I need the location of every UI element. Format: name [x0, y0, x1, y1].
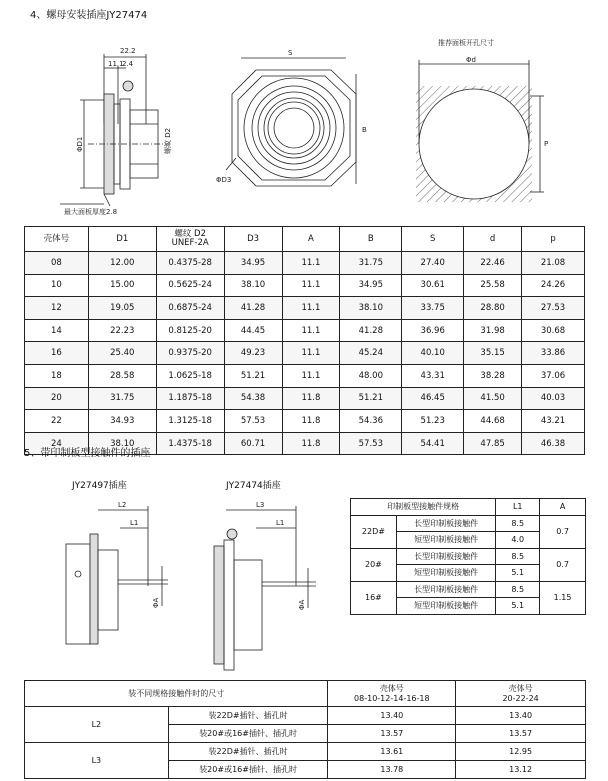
table-cell: 08 [25, 252, 89, 275]
table-row [25, 252, 585, 275]
shell-title: 壳体号 [379, 683, 404, 693]
table-cell: 38.10 [88, 432, 156, 455]
table-row [351, 515, 586, 532]
shell-sizes: 08-10-12-14-16-18 [354, 693, 430, 703]
table-cell: 34.93 [88, 410, 156, 433]
table-cell: 13.61 [328, 743, 456, 761]
shell-spec-table [24, 226, 585, 455]
table-row [25, 743, 586, 761]
dim-11-1: 11.1 [108, 60, 124, 68]
table-cell: 装20#或16#插针、插孔时 [168, 761, 328, 779]
p-label: P [544, 140, 549, 148]
table-cell: 48.00 [340, 364, 402, 387]
table-cell: 27.40 [402, 252, 464, 275]
pcb-contact-table [350, 498, 586, 615]
table-cell: 装22D#插针、插孔时 [168, 743, 328, 761]
max-panel-label: 最大面板厚度2.8 [64, 208, 118, 216]
table-cell: 24.26 [522, 274, 585, 297]
dim-s: S [288, 49, 293, 57]
jy27474-drawing [196, 496, 326, 672]
table-cell: 11.1 [282, 364, 340, 387]
table-cell: 25.58 [464, 274, 522, 297]
column-header: 螺纹 D2 UNEF-2A [156, 227, 224, 252]
dimension-name: L2 [25, 707, 169, 743]
column-header: d [464, 227, 522, 252]
table-cell: 0.9375-20 [156, 342, 224, 365]
table-cell: 51.21 [224, 364, 282, 387]
length-table [24, 680, 586, 779]
phi-d3-label: ΦD3 [216, 176, 232, 184]
table-cell: 装22D#插针、插孔时 [168, 707, 328, 725]
section-5-title: 5、带印制板型接触件的插座 [24, 448, 151, 459]
contact-type: 长型印制板接触件 [396, 581, 495, 598]
table-cell: 24 [25, 432, 89, 455]
l1-label-right: L1 [276, 519, 285, 527]
table-cell: 30.68 [522, 319, 585, 342]
table-cell: 41.28 [340, 319, 402, 342]
table-row [351, 581, 586, 598]
table-cell: 41.50 [464, 387, 522, 410]
a-value: 0.7 [540, 548, 586, 581]
l1-value: 5.1 [496, 598, 540, 615]
table-cell: 1.4375-18 [156, 432, 224, 455]
column-header: 壳体号 [25, 227, 89, 252]
column-header [456, 681, 586, 707]
table-row [25, 297, 585, 320]
table-cell: 43.31 [402, 364, 464, 387]
table-row [25, 410, 585, 433]
table-cell: 12.00 [88, 252, 156, 275]
l1-value: 8.5 [496, 548, 540, 565]
dimension-name: L3 [25, 743, 169, 779]
l3-label: L3 [256, 501, 265, 509]
column-header: p [522, 227, 585, 252]
table-cell: 11.8 [282, 410, 340, 433]
table-cell: 51.23 [402, 410, 464, 433]
table-cell: 12 [25, 297, 89, 320]
column-header: L1 [496, 499, 540, 516]
table-cell: 11.8 [282, 432, 340, 455]
table-cell: 11.8 [282, 387, 340, 410]
table-cell: 20 [25, 387, 89, 410]
contact-type: 长型印制板接触件 [396, 548, 495, 565]
table-cell: 31.98 [464, 319, 522, 342]
header-row [25, 227, 585, 252]
table-cell: 1.1875-18 [156, 387, 224, 410]
table-cell: 27.53 [522, 297, 585, 320]
table-cell: 1.3125-18 [156, 410, 224, 433]
left-drawing-title: JY27497插座 [72, 481, 127, 491]
table-cell: 36.96 [402, 319, 464, 342]
table-cell: 57.53 [224, 410, 282, 433]
contact-size: 20# [351, 548, 397, 581]
table-row [25, 342, 585, 365]
table-cell: 11.1 [282, 297, 340, 320]
table-cell: 25.40 [88, 342, 156, 365]
contact-type: 短型印制板接触件 [396, 565, 495, 582]
dim-b: B [362, 126, 367, 134]
l2-label: L2 [118, 501, 127, 509]
contact-type: 短型印制板接触件 [396, 598, 495, 615]
table-cell: 49.23 [224, 342, 282, 365]
shell-sizes: 20-22-24 [502, 693, 539, 703]
phi-a-label-left: ΦA [152, 597, 160, 608]
column-header: D1 [88, 227, 156, 252]
table-cell: 28.58 [88, 364, 156, 387]
column-header: A [282, 227, 340, 252]
table-cell: 35.15 [464, 342, 522, 365]
panel-cutout-title: 推荐面板开孔尺寸 [438, 39, 494, 47]
table-cell: 46.45 [402, 387, 464, 410]
table-cell: 45.24 [340, 342, 402, 365]
table-row [25, 387, 585, 410]
table-cell: 18 [25, 364, 89, 387]
table-cell: 38.10 [340, 297, 402, 320]
table-cell: 0.5625-24 [156, 274, 224, 297]
table-cell: 12.95 [456, 743, 586, 761]
table-cell: 0.8125-20 [156, 319, 224, 342]
table-row [25, 707, 586, 725]
table-cell: 14 [25, 319, 89, 342]
table-cell: 44.45 [224, 319, 282, 342]
contact-type: 短型印制板接触件 [396, 532, 495, 549]
l1-label-left: L1 [130, 519, 139, 527]
jy27497-drawing [58, 496, 198, 646]
table-cell: 0.4375-28 [156, 252, 224, 275]
column-header: D3 [224, 227, 282, 252]
table-cell: 54.36 [340, 410, 402, 433]
table-cell: 57.53 [340, 432, 402, 455]
dim-22-2: 22.2 [120, 47, 136, 55]
shell-title: 壳体号 [508, 683, 533, 693]
table-cell: 11.1 [282, 319, 340, 342]
table-cell: 41.28 [224, 297, 282, 320]
table-cell: 13.40 [456, 707, 586, 725]
table-cell: 0.6875-24 [156, 297, 224, 320]
table-cell: 47.85 [464, 432, 522, 455]
table-cell: 13.12 [456, 761, 586, 779]
table-cell: 33.75 [402, 297, 464, 320]
table-cell: 38.10 [224, 274, 282, 297]
table-cell: 13.57 [328, 725, 456, 743]
table-cell: 31.75 [88, 387, 156, 410]
table-cell: 21.08 [522, 252, 585, 275]
table-cell: 装20#或16#插针、插孔时 [168, 725, 328, 743]
l1-value: 5.1 [496, 565, 540, 582]
column-header: 印制板型接触件规格 [351, 499, 496, 516]
table-cell: 34.95 [224, 252, 282, 275]
table-cell: 15.00 [88, 274, 156, 297]
table-cell: 54.38 [224, 387, 282, 410]
table-cell: 31.75 [340, 252, 402, 275]
table-cell: 40.03 [522, 387, 585, 410]
l1-value: 8.5 [496, 581, 540, 598]
contact-size: 22D# [351, 515, 397, 548]
table-row [25, 364, 585, 387]
table-cell: 43.21 [522, 410, 585, 433]
l1-value: 8.5 [496, 515, 540, 532]
column-header: A [540, 499, 586, 516]
table-cell: 11.1 [282, 252, 340, 275]
table-cell: 28.80 [464, 297, 522, 320]
table-row [25, 319, 585, 342]
table-cell: 10 [25, 274, 89, 297]
table-cell: 60.71 [224, 432, 282, 455]
phi-a-label-right: ΦA [298, 599, 306, 610]
table-cell: 13.40 [328, 707, 456, 725]
table-cell: 40.10 [402, 342, 464, 365]
table-cell: 33.86 [522, 342, 585, 365]
table-cell: 22.23 [88, 319, 156, 342]
table-cell: 22 [25, 410, 89, 433]
table-cell: 13.57 [456, 725, 586, 743]
l1-value: 4.0 [496, 532, 540, 549]
column-header: 装不同规格接触件时的尺寸 [25, 681, 328, 707]
table-cell: 16 [25, 342, 89, 365]
thread-d2-label: 螺纹 D2 [164, 127, 172, 154]
table-row [25, 274, 585, 297]
table-cell: 13.78 [328, 761, 456, 779]
table-cell: 44.68 [464, 410, 522, 433]
dim-2-4: 2.4 [122, 60, 134, 68]
right-drawing-title: JY27474插座 [226, 481, 281, 491]
table-cell: 34.95 [340, 274, 402, 297]
table-cell: 11.1 [282, 342, 340, 365]
table-cell: 37.06 [522, 364, 585, 387]
table-cell: 46.38 [522, 432, 585, 455]
contact-type: 长型印制板接触件 [396, 515, 495, 532]
contact-size: 16# [351, 581, 397, 614]
table-cell: 11.1 [282, 274, 340, 297]
side-view-drawing [58, 44, 176, 218]
table-row [351, 548, 586, 565]
panel-cutout-drawing [408, 34, 568, 210]
table-cell: 30.61 [402, 274, 464, 297]
table-cell: 54.41 [402, 432, 464, 455]
column-header [328, 681, 456, 707]
column-header: S [402, 227, 464, 252]
phi-d1-label: ΦD1 [76, 136, 84, 152]
phi-d-label: Φd [466, 56, 476, 64]
front-view-drawing [206, 44, 376, 202]
a-value: 1.15 [540, 581, 586, 614]
table-cell: 22.46 [464, 252, 522, 275]
table-cell: 1.0625-18 [156, 364, 224, 387]
table-cell: 51.21 [340, 387, 402, 410]
a-value: 0.7 [540, 515, 586, 548]
table-cell: 19.05 [88, 297, 156, 320]
section-4-title: 4、螺母安装插座JY27474 [30, 10, 148, 21]
table-cell: 38.28 [464, 364, 522, 387]
column-header: B [340, 227, 402, 252]
